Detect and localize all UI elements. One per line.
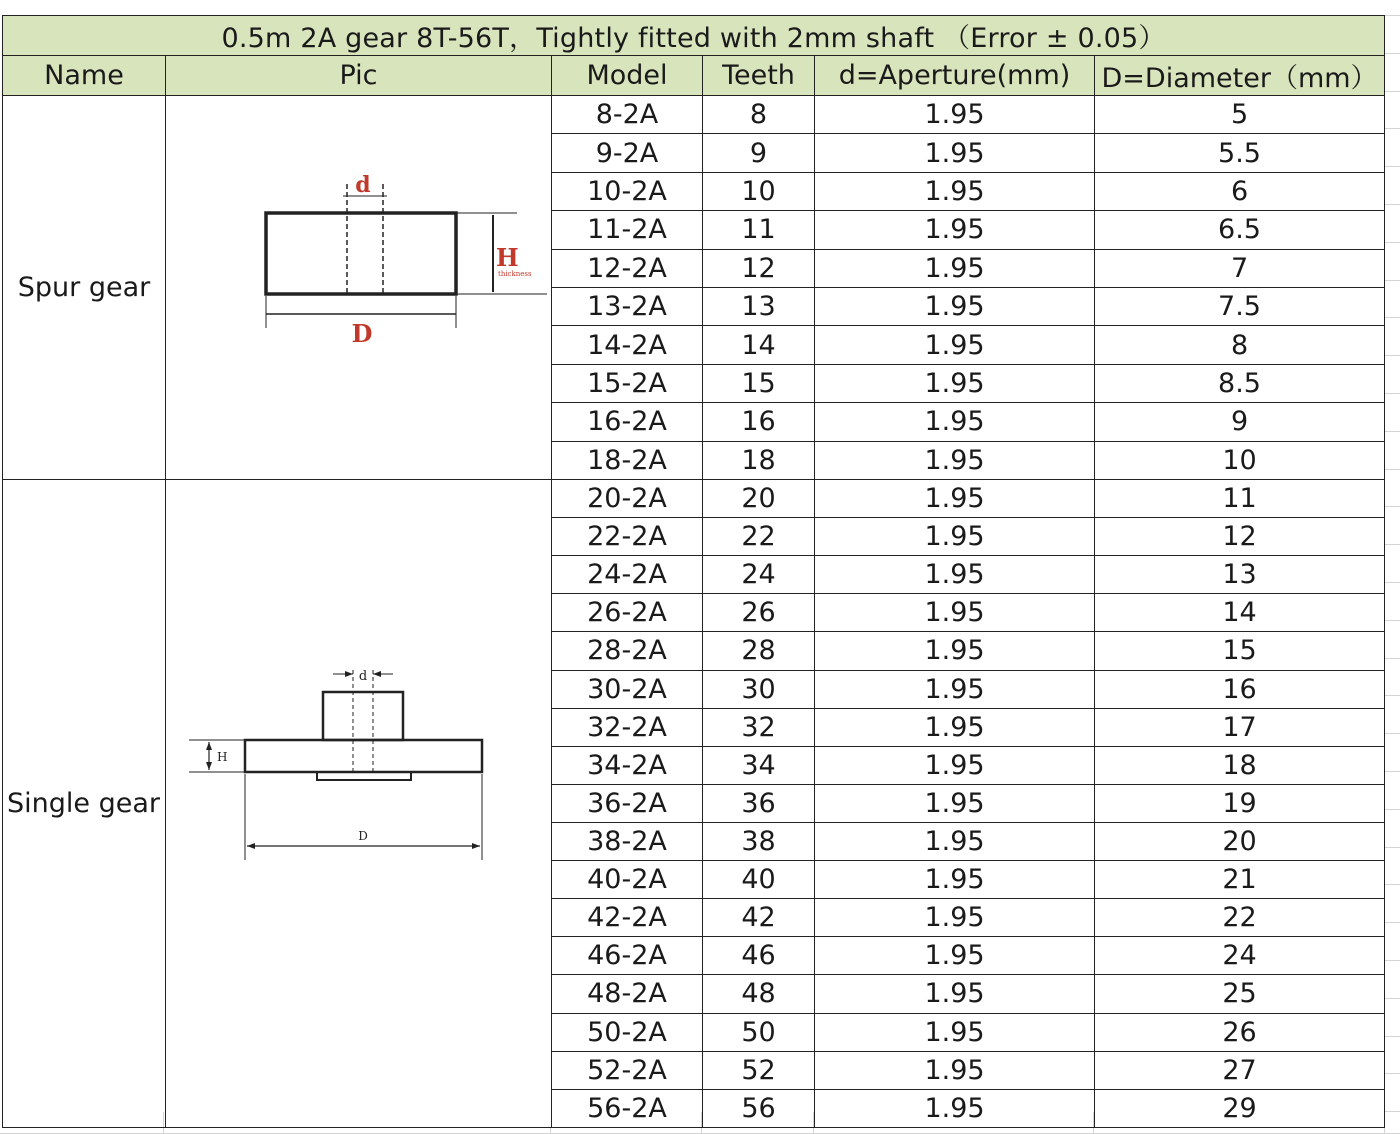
gridline (1385, 355, 1400, 356)
cell-diameter: 13 (1095, 556, 1385, 594)
D-arrowhead-left (247, 843, 255, 849)
cell-diameter: 12 (1095, 518, 1385, 556)
cell-aperture: 1.95 (815, 518, 1095, 556)
cell-diameter: 6 (1095, 172, 1385, 210)
cell-aperture: 1.95 (815, 364, 1095, 402)
gridline (1385, 695, 1400, 696)
cell-teeth: 46 (703, 937, 815, 975)
table-row (3, 96, 1385, 134)
cell-aperture: 1.95 (815, 937, 1095, 975)
cell-diameter: 8 (1095, 326, 1385, 364)
single-gear-diagram (167, 480, 551, 1120)
gridline (1385, 960, 1400, 961)
cell-teeth: 11 (703, 211, 815, 249)
cell-teeth: 24 (703, 556, 815, 594)
h-sublabel: thickness (497, 270, 532, 278)
cell-model: 26-2A (552, 594, 703, 632)
cell-teeth: 52 (703, 1051, 815, 1089)
cell-teeth: 10 (703, 172, 815, 210)
cell-aperture: 1.95 (815, 746, 1095, 784)
cell-aperture: 1.95 (815, 1013, 1095, 1051)
cell-model: 50-2A (552, 1013, 703, 1051)
cell-aperture: 1.95 (815, 594, 1095, 632)
gridline (1385, 922, 1400, 923)
gridline (1385, 393, 1400, 394)
cell-diameter: 11 (1095, 480, 1385, 518)
cell-diameter: 5 (1095, 96, 1385, 134)
h-arrowhead-bottom (206, 762, 212, 770)
cell-teeth: 22 (703, 518, 815, 556)
cell-teeth: 12 (703, 249, 815, 287)
group-name-spur: Spur gear (3, 96, 166, 480)
cell-teeth: 40 (703, 861, 815, 899)
gridline (1385, 1036, 1400, 1037)
cell-diameter: 22 (1095, 899, 1385, 937)
cell-aperture: 1.95 (815, 822, 1095, 860)
cell-model: 56-2A (552, 1089, 703, 1127)
cell-teeth: 9 (703, 134, 815, 172)
cell-model: 18-2A (552, 441, 703, 479)
cell-teeth: 30 (703, 670, 815, 708)
cell-model: 42-2A (552, 899, 703, 937)
gridline (1385, 166, 1400, 167)
gridline (1385, 506, 1400, 507)
cell-model: 36-2A (552, 784, 703, 822)
cell-teeth: 56 (703, 1089, 815, 1127)
cell-diameter: 27 (1095, 1051, 1385, 1089)
gridline (1385, 431, 1400, 432)
cell-diameter: 29 (1095, 1089, 1385, 1127)
cell-diameter: 25 (1095, 975, 1385, 1013)
cell-model: 38-2A (552, 822, 703, 860)
D-label: D (357, 829, 368, 843)
cell-teeth: 36 (703, 784, 815, 822)
cell-aperture: 1.95 (815, 134, 1095, 172)
cell-model: 48-2A (552, 975, 703, 1013)
cell-model: 40-2A (552, 861, 703, 899)
cell-aperture: 1.95 (815, 1089, 1095, 1127)
cell-diameter: 15 (1095, 632, 1385, 670)
h-arrowhead-top (206, 742, 212, 750)
cell-aperture: 1.95 (815, 287, 1095, 325)
gridline (1385, 280, 1400, 281)
cell-aperture: 1.95 (815, 861, 1095, 899)
cell-teeth: 8 (703, 96, 815, 134)
cell-diameter: 18 (1095, 746, 1385, 784)
cell-teeth: 20 (703, 480, 815, 518)
cell-model: 9-2A (552, 134, 703, 172)
gridline (1385, 15, 1400, 16)
cell-aperture: 1.95 (815, 784, 1095, 822)
cell-diameter: 19 (1095, 784, 1385, 822)
cell-diameter: 7 (1095, 249, 1385, 287)
cell-diameter: 10 (1095, 441, 1385, 479)
cell-model: 13-2A (552, 287, 703, 325)
gridline (1385, 128, 1400, 129)
gridline (1385, 884, 1400, 885)
cell-model: 32-2A (552, 708, 703, 746)
gridline (1385, 91, 1400, 92)
cell-diameter: 20 (1095, 822, 1385, 860)
cell-diameter: 17 (1095, 708, 1385, 746)
cell-diameter: 14 (1095, 594, 1385, 632)
cell-aperture: 1.95 (815, 480, 1095, 518)
hub (323, 692, 403, 740)
h-label: H (216, 750, 227, 764)
table-row (3, 480, 1385, 518)
gridline (1385, 771, 1400, 772)
header-teeth: Teeth (703, 56, 815, 96)
cell-model: 14-2A (552, 326, 703, 364)
cell-diameter: 26 (1095, 1013, 1385, 1051)
cell-model: 46-2A (552, 937, 703, 975)
cell-aperture: 1.95 (815, 403, 1095, 441)
cell-aperture: 1.95 (815, 1051, 1095, 1089)
spur-gear-body (266, 213, 456, 294)
d-arrowhead-right (373, 671, 381, 677)
gridline (1385, 847, 1400, 848)
cell-model: 34-2A (552, 746, 703, 784)
gridline (1385, 317, 1400, 318)
spur-gear-diagram (167, 96, 551, 472)
cell-model: 10-2A (552, 172, 703, 210)
cell-diameter: 8.5 (1095, 364, 1385, 402)
cell-model: 22-2A (552, 518, 703, 556)
cell-model: 16-2A (552, 403, 703, 441)
cell-aperture: 1.95 (815, 249, 1095, 287)
cell-diameter: 5.5 (1095, 134, 1385, 172)
gridline (1385, 1073, 1400, 1074)
gear-disc (245, 740, 482, 772)
cell-aperture: 1.95 (815, 632, 1095, 670)
table-title: 0.5m 2A gear 8T-56T，Tightly fitted with 2mm shaft （Error ± 0.05） (3, 16, 1385, 56)
group-name-single: Single gear (3, 480, 166, 1128)
gridline (1385, 998, 1400, 999)
cell-teeth: 50 (703, 1013, 815, 1051)
cell-model: 8-2A (552, 96, 703, 134)
cell-teeth: 15 (703, 364, 815, 402)
gridline (1385, 809, 1400, 810)
D-arrowhead-right (472, 843, 480, 849)
cell-teeth: 38 (703, 822, 815, 860)
cell-diameter: 16 (1095, 670, 1385, 708)
cell-teeth: 34 (703, 746, 815, 784)
cell-aperture: 1.95 (815, 172, 1095, 210)
gridline (1385, 620, 1400, 621)
d-arrowhead-left (345, 671, 353, 677)
header-diameter: D=Diameter（mm） (1095, 56, 1385, 96)
cell-aperture: 1.95 (815, 556, 1095, 594)
cell-teeth: 42 (703, 899, 815, 937)
cell-model: 52-2A (552, 1051, 703, 1089)
h-label: H (495, 243, 519, 272)
d-label: d (358, 669, 367, 684)
gridline (1385, 469, 1400, 470)
header-name: Name (3, 56, 166, 96)
cell-diameter: 24 (1095, 937, 1385, 975)
header-aperture: d=Aperture(mm) (815, 56, 1095, 96)
cell-model: 15-2A (552, 364, 703, 402)
gridline (1385, 582, 1400, 583)
cell-diameter: 7.5 (1095, 287, 1385, 325)
cell-teeth: 16 (703, 403, 815, 441)
single-gear-diagram-cell (166, 480, 552, 1128)
cell-aperture: 1.95 (815, 670, 1095, 708)
cell-teeth: 18 (703, 441, 815, 479)
cell-teeth: 48 (703, 975, 815, 1013)
gridline (1385, 658, 1400, 659)
cell-model: 12-2A (552, 249, 703, 287)
cell-model: 11-2A (552, 211, 703, 249)
D-label: D (351, 319, 372, 348)
d-label: d (354, 172, 371, 198)
gridline (1385, 242, 1400, 243)
cell-diameter: 6.5 (1095, 211, 1385, 249)
spur-gear-diagram-cell (166, 96, 552, 480)
cell-model: 28-2A (552, 632, 703, 670)
spreadsheet-gridlines-right (1385, 0, 1400, 1134)
cell-aperture: 1.95 (815, 326, 1095, 364)
cell-diameter: 21 (1095, 861, 1385, 899)
cell-aperture: 1.95 (815, 211, 1095, 249)
cell-teeth: 32 (703, 708, 815, 746)
gridline (1385, 204, 1400, 205)
cell-model: 24-2A (552, 556, 703, 594)
cell-aperture: 1.95 (815, 708, 1095, 746)
cell-teeth: 14 (703, 326, 815, 364)
cell-teeth: 28 (703, 632, 815, 670)
cell-aperture: 1.95 (815, 975, 1095, 1013)
gridline (1385, 544, 1400, 545)
gear-spec-table (2, 15, 1385, 1128)
cell-aperture: 1.95 (815, 441, 1095, 479)
cell-diameter: 9 (1095, 403, 1385, 441)
cell-model: 30-2A (552, 670, 703, 708)
cell-aperture: 1.95 (815, 899, 1095, 937)
header-pic: Pic (166, 56, 552, 96)
header-model: Model (552, 56, 703, 96)
cell-model: 20-2A (552, 480, 703, 518)
gridline (1385, 733, 1400, 734)
cell-aperture: 1.95 (815, 96, 1095, 134)
gridline (1385, 53, 1400, 54)
cell-teeth: 13 (703, 287, 815, 325)
cell-teeth: 26 (703, 594, 815, 632)
